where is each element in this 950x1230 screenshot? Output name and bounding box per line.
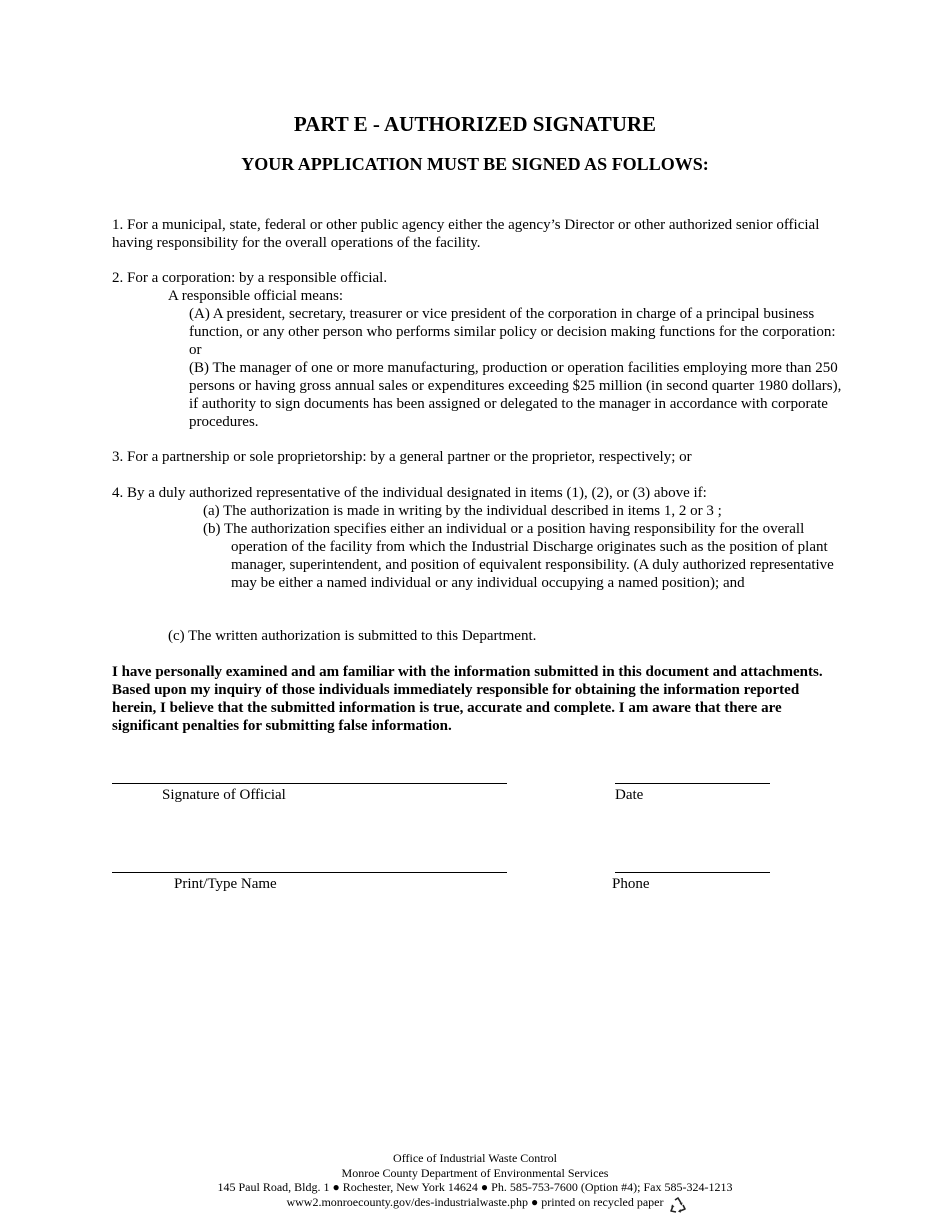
date-line[interactable] bbox=[615, 783, 770, 784]
print-name-line[interactable] bbox=[112, 872, 507, 873]
phone-line[interactable] bbox=[615, 872, 770, 873]
item-2-a: (A) A president, secretary, treasurer or vice president of the corporation in charge of a principal business function, or any other person who performs similar policy or decision making functions for the corporation: or bbox=[189, 306, 836, 358]
date-label: Date bbox=[615, 787, 644, 803]
item-4-b: (b) The authorization specifies either an individual or a position having responsibility for the overall operation of the facility from which the Industrial Discharge originates such as the position of plant manager, superintendent, and position of equivalent responsibility. (A duly authorized representative may be either a named individual or any individual occupying a named position); and bbox=[203, 521, 834, 591]
item-2-b: (B) The manager of one or more manufacturing, production or operation facilities employing more than 250 persons or having gross annual sales or expenditures exceeding $25 million (in second quarter 1980 dollars), if authority to sign documents has been assigned or delegated to the manager in accordance with corporate procedures. bbox=[189, 360, 842, 430]
signature-line[interactable] bbox=[112, 783, 507, 784]
signature-label: Signature of Official bbox=[162, 787, 286, 803]
phone-label: Phone bbox=[612, 876, 650, 892]
item-4-c: (c) The written authorization is submitted to this Department. bbox=[168, 628, 537, 644]
certification-statement: I have personally examined and am familiar with the information submitted in this document and attachments. Based upon my inquiry of those individuals immediately responsible for obtaining the information reported herein, I believe that the submitted information is true, accurate and complete. I am aware that there are significant penalties for submitting false information. bbox=[112, 664, 823, 734]
page-title: PART E - AUTHORIZED SIGNATURE bbox=[293, 112, 657, 136]
item-4: 4. By a duly authorized representative of the individual designated in items (1), (2), or (3) above if: bbox=[112, 485, 707, 501]
item-2: 2. For a corporation: by a responsible official. bbox=[112, 270, 388, 286]
item-2-means: A responsible official means: bbox=[168, 288, 344, 304]
item-1: 1. For a municipal, state, federal or other public agency either the agency’s Director or other authorized senior official having responsibility for the overall operations of the facility. bbox=[112, 217, 820, 251]
item-4-a: (a) The authorization is made in writing by the individual described in items 1, 2 or 3 ; bbox=[203, 503, 722, 519]
footer-website: www2.monroecounty.gov/des-industrialwaste.php ● printed on recycled paper bbox=[286, 1194, 664, 1209]
print-name-label: Print/Type Name bbox=[174, 876, 277, 892]
page-subtitle: YOUR APPLICATION MUST BE SIGNED AS FOLLOWS: bbox=[241, 154, 709, 174]
footer-address: 145 Paul Road, Bldg. 1 ● Rochester, New York 14624 ● Ph. 585-753-7600 (Option #4); Fax 585-324-1213 bbox=[217, 1180, 733, 1195]
footer-department: Monroe County Department of Environmental Services bbox=[341, 1165, 609, 1180]
item-3: 3. For a partnership or sole proprietorship: by a general partner or the proprietor, respectively; or bbox=[112, 449, 692, 465]
recycle-icon bbox=[668, 1196, 688, 1216]
footer-office: Office of Industrial Waste Control bbox=[393, 1151, 557, 1165]
footer bbox=[0, 1151, 950, 1209]
